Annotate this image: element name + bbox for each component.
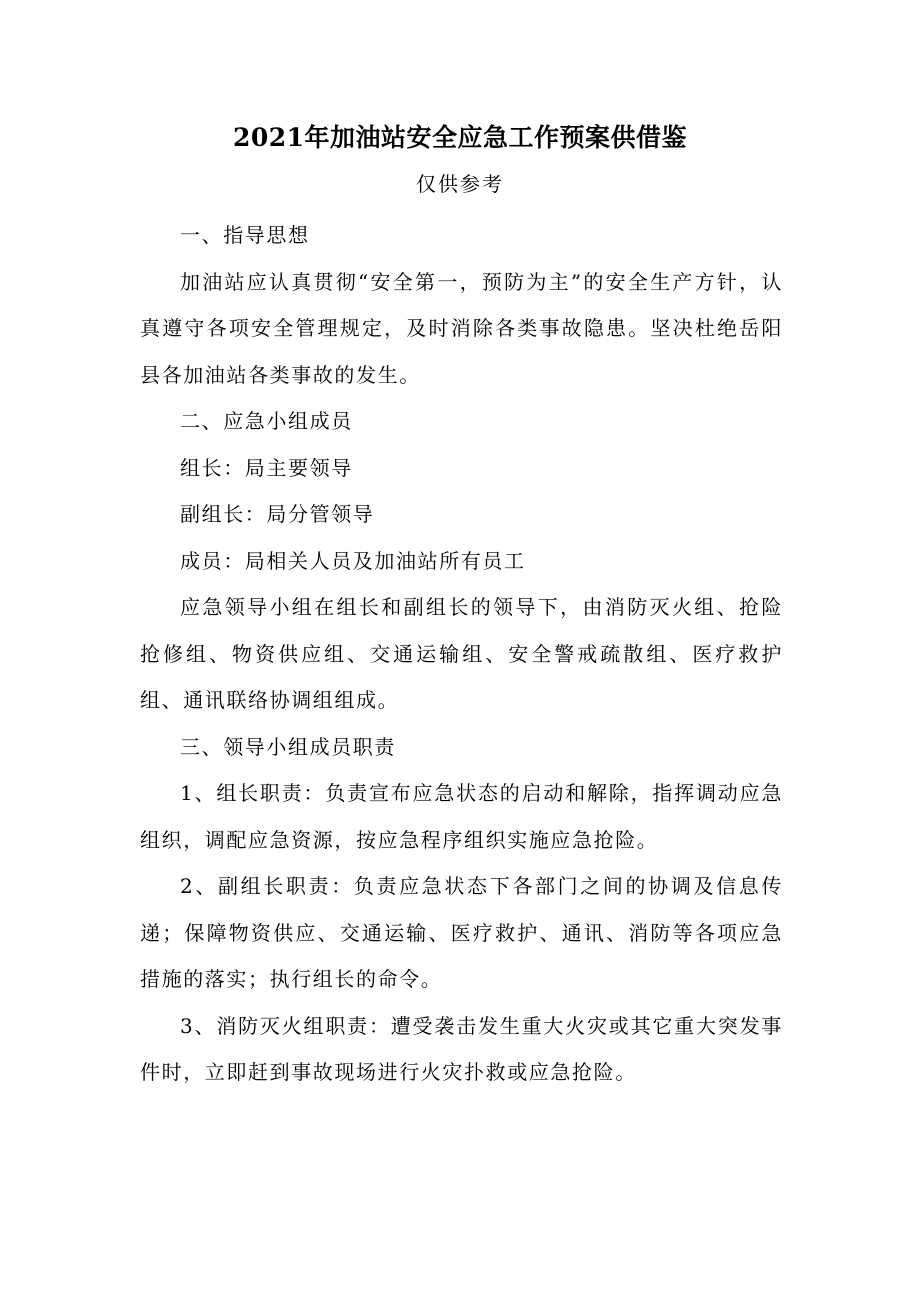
heading-guiding-ideology: 一、指导思想: [180, 223, 310, 247]
document-title: 2021年加油站安全应急工作预案供借鉴: [232, 123, 688, 152]
paragraph-guiding-ideology: 加油站应认真贯彻“安全第一，预防为主”的安全生产方针，认真遵守各项安全管理规定，及时消除各类事故隐患。坚决杜绝岳阳县各加油站各类事故的发生。: [140, 269, 783, 387]
document-subtitle: 仅供参考: [416, 172, 504, 196]
heading-emergency-team: 二、应急小组成员: [180, 409, 353, 433]
paragraph-leader-duties: 1、组长职责：负责宣布应急状态的启动和解除，指挥调动应急组织，调配应急资源，按应急程序组织实施应急抢险。: [140, 781, 783, 852]
document-body: [140, 212, 783, 1096]
paragraph-firefighting-duties: 3、消防灭火组职责：遭受袭击发生重大火灾或其它重大突发事件时，立即赶到事故现场进行火灾扑救或应急抢险。: [140, 1013, 783, 1084]
deputy-leader-line: 副组长：局分管领导: [180, 502, 375, 526]
paragraph-deputy-duties: 2、副组长职责：负责应急状态下各部门之间的协调及信息传递；保障物资供应、交通运输、医疗救护、通讯、消防等各项应急措施的落实；执行组长的命令。: [140, 874, 783, 991]
members-line: 成员：局相关人员及加油站所有员工: [180, 548, 526, 573]
paragraph-team-composition: 应急领导小组在组长和副组长的领导下，由消防灭火组、抢险抢修组、物资供应组、交通运输组、安全警戒疏散组、医疗救护组、通讯联络协调组组成。: [140, 595, 783, 712]
team-leader-line: 组长：局主要领导: [180, 455, 353, 480]
heading-responsibilities: 三、领导小组成员职责: [180, 734, 396, 759]
